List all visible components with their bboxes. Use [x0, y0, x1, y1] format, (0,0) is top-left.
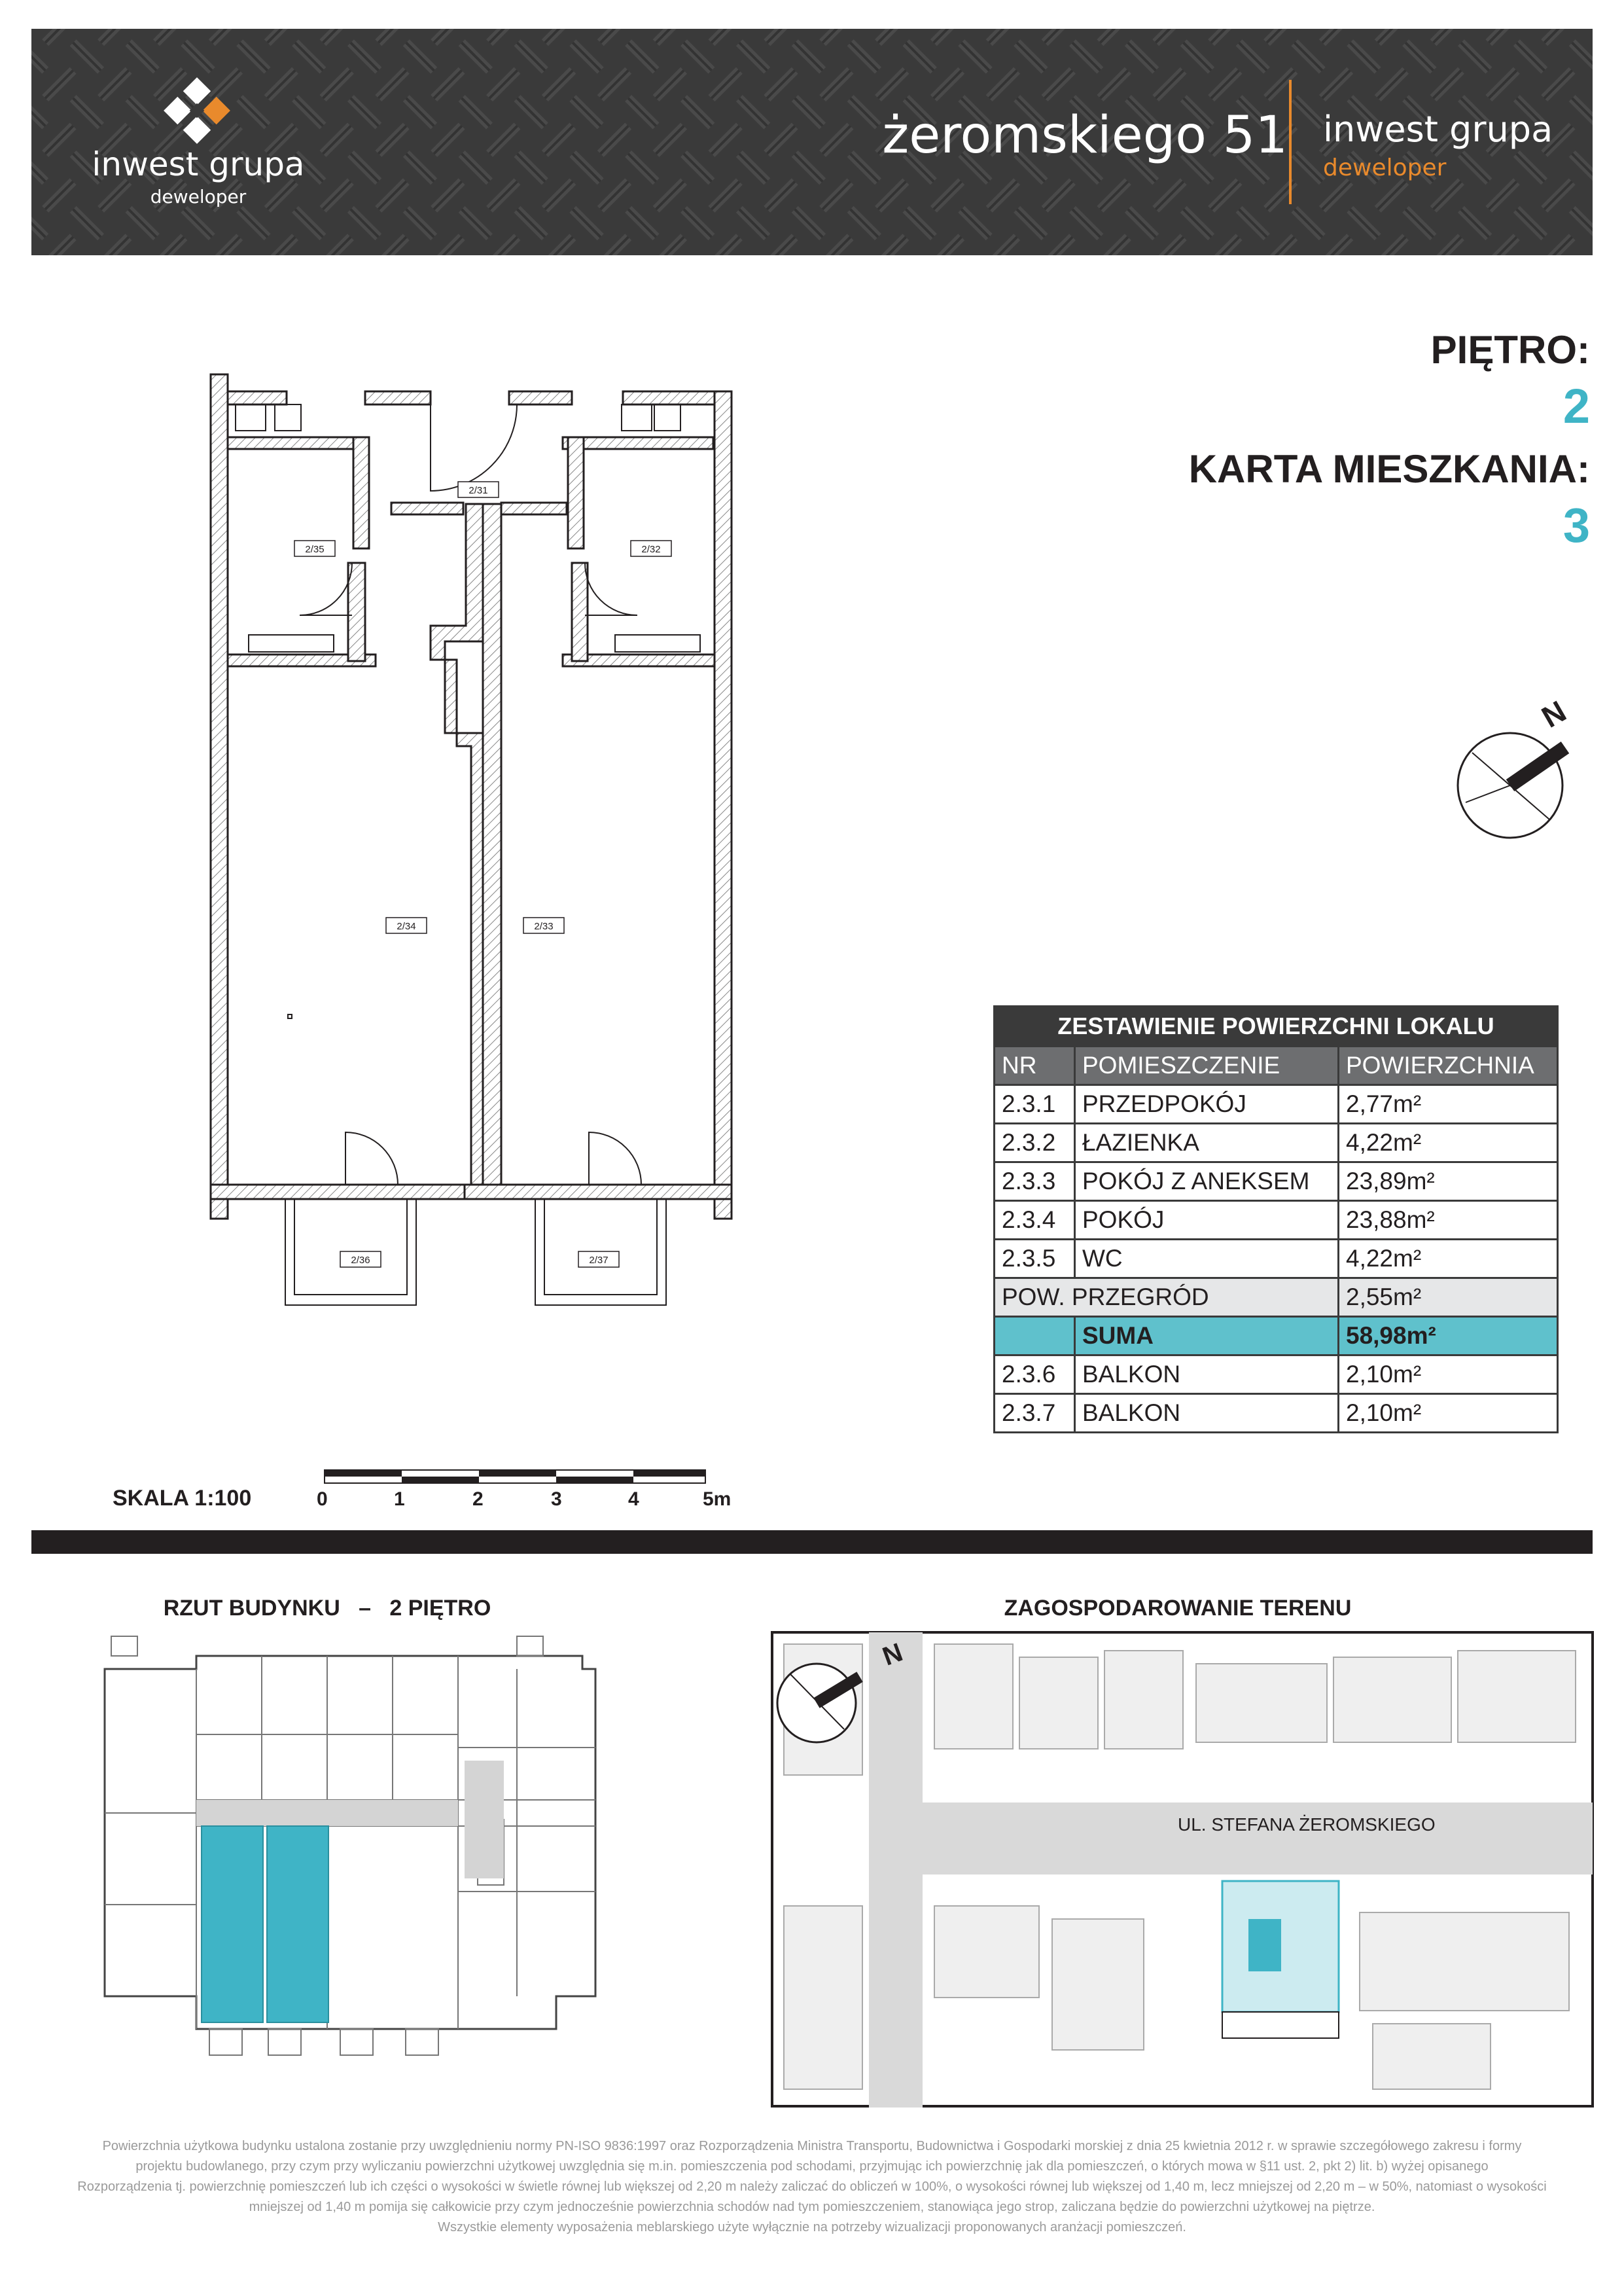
scale-tick: 2: [472, 1488, 484, 1510]
building-plan-title: RZUT BUDYNKU – 2 PIĘTRO: [163, 1596, 491, 1621]
table-row: [995, 1085, 1558, 1124]
building-floor-plan: [98, 1630, 609, 2114]
room-tag: 2/33: [534, 921, 554, 932]
compass-north-label: N: [1536, 694, 1572, 734]
row-area: 4,22m²: [1339, 1124, 1558, 1162]
sum-label: SUMA: [1075, 1317, 1339, 1355]
table-row: [995, 1355, 1558, 1394]
row-room: POKÓJ Z ANEKSEM: [1075, 1162, 1339, 1201]
floor-label: PIĘTRO:: [1430, 328, 1590, 372]
row-nr: 2.3.4: [995, 1201, 1075, 1240]
room-tag: 2/36: [351, 1255, 370, 1266]
header-banner: [31, 29, 1593, 255]
row-nr: 2.3.1: [995, 1085, 1075, 1124]
row-area: 2,10m²: [1339, 1394, 1558, 1433]
table-row: [995, 1394, 1558, 1433]
header-divider: [1289, 80, 1292, 204]
area-table-title: ZESTAWIENIE POWIERZCHNI LOKALU: [995, 1007, 1558, 1047]
logo-name: inwest grupa: [92, 145, 305, 183]
row-area: 4,22m²: [1339, 1240, 1558, 1278]
brand-name: inwest grupa: [1323, 109, 1553, 150]
room-tag: 2/32: [641, 544, 661, 555]
footnote-line: mniejszej od 1,40 m pomija się całkowicie przy czym jednocześnie powierzchnia schodów nad tym pomieszczeniem, stanowiąca jego strop, zaliczana będzie do powierzchni użytkowej na piętrze.: [249, 2200, 1375, 2214]
row-room: ŁAZIENKA: [1075, 1124, 1339, 1162]
row-nr: 2.3.7: [995, 1394, 1075, 1433]
scale-tick: 4: [628, 1488, 639, 1510]
row-room: POKÓJ: [1075, 1201, 1339, 1240]
site-plan-title: ZAGOSPODAROWANIE TERENU: [1004, 1596, 1352, 1621]
footnote-line: Wszystkie elementy wyposażenia meblarskiego użyte wyłącznie na potrzeby wizualizacji proponowanych aranżacji pomieszczeń.: [438, 2220, 1186, 2234]
area-table: [993, 1005, 1559, 1433]
floor-value: 2: [1562, 379, 1590, 433]
apartment-value: 3: [1562, 498, 1590, 552]
row-nr: 2.3.6: [995, 1355, 1075, 1394]
scale-tick: 1: [394, 1488, 405, 1510]
row-nr: 2.3.2: [995, 1124, 1075, 1162]
logo-mark-icon: [161, 75, 233, 147]
partition-label: POW. PRZEGRÓD: [995, 1278, 1339, 1317]
scale-tick: 0: [317, 1488, 328, 1510]
sum-row: [995, 1317, 1558, 1355]
footnote: [31, 2136, 1593, 2238]
street-name: UL. STEFANA ŻEROMSKIEGO: [1178, 1814, 1436, 1835]
row-nr: 2.3.5: [995, 1240, 1075, 1278]
room-tag: 2/35: [305, 544, 325, 555]
apartment-floor-plan: [196, 367, 759, 1335]
row-area: 23,88m²: [1339, 1201, 1558, 1240]
room-tag: 2/37: [589, 1255, 609, 1266]
scale-tick: 5m: [703, 1488, 732, 1510]
table-row: [995, 1124, 1558, 1162]
section-divider: [31, 1530, 1593, 1554]
row-area: 23,89m²: [1339, 1162, 1558, 1201]
row-room: PRZEDPOKÓJ: [1075, 1085, 1339, 1124]
scale-label: SKALA 1:100: [113, 1486, 252, 1511]
partition-row: [995, 1278, 1558, 1317]
apartment-label: KARTA MIESZKANIA:: [1188, 447, 1590, 491]
scale-tick: 3: [551, 1488, 562, 1510]
row-room: BALKON: [1075, 1394, 1339, 1433]
footnote-line: Powierzchnia użytkowa budynku ustalona zostanie przy uwzględnieniu normy PN-ISO 9836:1997 oraz Rozporządzenia Ministra Transportu, Budownictwa i Gospodarki morskiej z dnia 25 kwietnia 2012 r. w sprawie szczegółowego zakresu i formy: [102, 2139, 1522, 2153]
row-room: WC: [1075, 1240, 1339, 1278]
column-header-room: POMIESZCZENIE: [1075, 1047, 1339, 1085]
footnote-line: projektu budowlanego, przy czym przy wyliczaniu powierzchni użytkowej uwzględnia się m.in. pomieszczenia pod schodami, przyjmując ich powierzchnię jak dla pomieszczeń, o których mowa w §11 ust. 2, pkt 2) lit. b) wyżej opisanego: [135, 2159, 1489, 2174]
table-row: [995, 1240, 1558, 1278]
room-tag: 2/34: [397, 921, 416, 932]
row-nr: 2.3.3: [995, 1162, 1075, 1201]
brand-sub: deweloper: [1323, 154, 1447, 181]
table-row: [995, 1201, 1558, 1240]
column-header-area: POWIERZCHNIA: [1339, 1047, 1558, 1085]
row-area: 2,77m²: [1339, 1085, 1558, 1124]
column-header-nr: NR: [995, 1047, 1075, 1085]
sum-area: 58,98m²: [1339, 1317, 1558, 1355]
project-name: żeromskiego 51: [882, 106, 1288, 165]
room-tag: 2/31: [468, 485, 488, 496]
logo-sub: deweloper: [150, 186, 247, 207]
scale-bar: [321, 1466, 713, 1492]
footnote-line: Rozporządzenia tj. powierzchnię pomieszczeń lub ich części o wysokości w świetle równej lub większej od 2,20 m należy zaliczać do obliczeń w 100%, o wysokości równej lub większej od 1,40 m, lecz mniejszej od 2,20 m – w 50%, natomiast o wysokości: [77, 2179, 1547, 2194]
site-compass-north: N: [879, 1638, 907, 1672]
row-room: BALKON: [1075, 1355, 1339, 1394]
row-area: 2,10m²: [1339, 1355, 1558, 1394]
partition-area: 2,55m²: [1339, 1278, 1558, 1317]
site-plan-map: [771, 1631, 1594, 2108]
table-row: [995, 1162, 1558, 1201]
